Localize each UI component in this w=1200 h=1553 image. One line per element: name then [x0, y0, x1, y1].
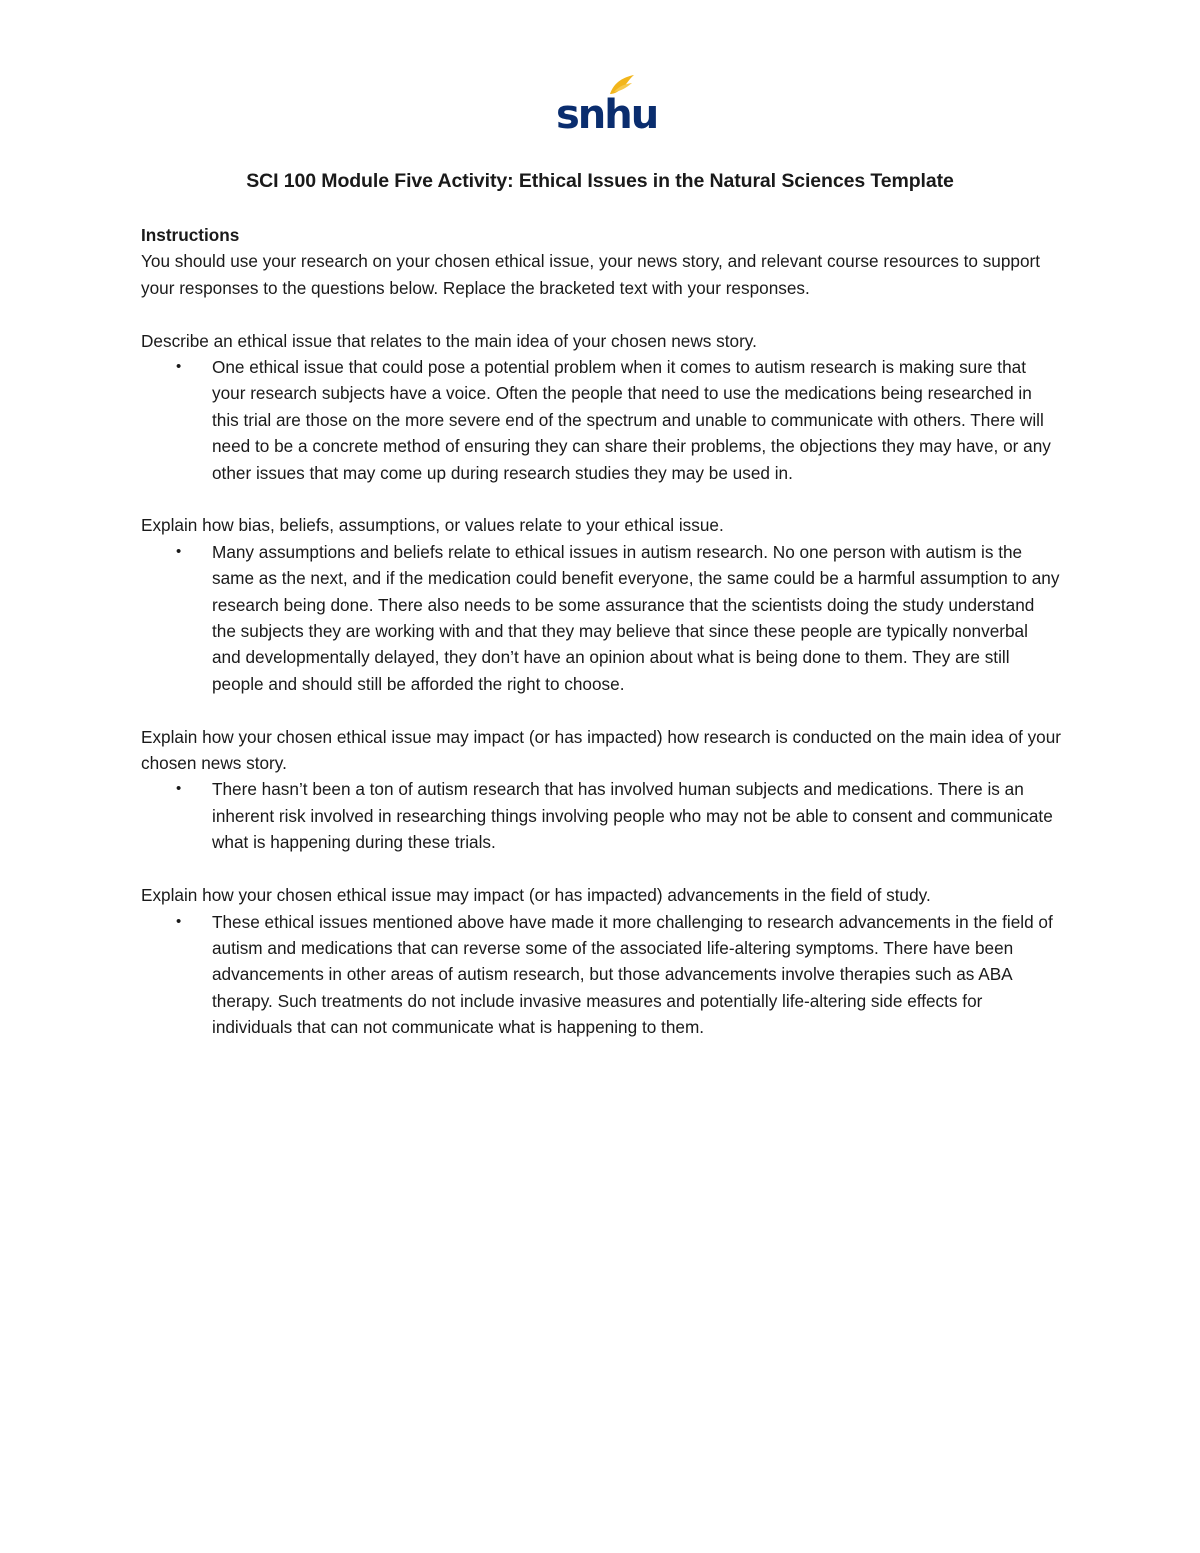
bullet-icon: • — [176, 358, 182, 376]
answer-4 — [141, 909, 1071, 1041]
answer-text-3: There hasn’t been a ton of autism research that has involved human subjects and medications. There is an inherent risk involved in researching things involving people who may not be able to consent and communicate what is happening during these trials. — [212, 779, 1053, 853]
answer-1 — [141, 354, 1071, 486]
question-2: Explain how bias, beliefs, assumptions, or values relate to your ethical issue. — [141, 515, 724, 536]
answer-list-3 — [141, 776, 1071, 855]
answer-list-1 — [141, 354, 1071, 486]
question-3: Explain how your chosen ethical issue may impact (or has impacted) how research is conducted on the main idea of your chosen news story. — [141, 726, 1062, 774]
question-4: Explain how your chosen ethical issue may impact (or has impacted) advancements in the field of study. — [141, 885, 931, 906]
flame-icon — [552, 72, 658, 138]
answer-text-2: Many assumptions and beliefs relate to ethical issues in autism research. No one person with autism is the same as the next, and if the medication could benefit everyone, the same could be a harmful assumption to any research being done. There also needs to be some assurance that the scientists doing the study understand the subjects they are working with and that they may believe that since these people are typically nonverbal and developmentally delayed, they don’t have an opinion about what is being done to them. They are still people and should still be afforded the right to choose. — [212, 541, 1060, 694]
answer-3 — [141, 776, 1071, 855]
bullet-icon: • — [176, 542, 182, 560]
spacer — [141, 856, 1071, 882]
snhu-logo — [552, 72, 658, 138]
question-1: Describe an ethical issue that relates to the main idea of your chosen news story. — [141, 330, 757, 351]
bullet-icon: • — [176, 780, 182, 798]
instructions-text: You should use your research on your chosen ethical issue, your news story, and relevant course resources to support your responses to the questions below. Replace the bracketed text with your responses. — [141, 251, 1041, 298]
spacer — [141, 301, 1071, 327]
answer-text-4: These ethical issues mentioned above have made it more challenging to research advancements in the field of autism and medications that can reverse some of the associated life-altering symptoms. There have been advancements in other areas of autism research, but those advancements involve therapies such as ABA therapy. Such treatments do not include invasive measures and potentially life-altering side effects for individuals that can not communicate what is happening to them. — [212, 911, 1053, 1038]
answer-list-2 — [141, 539, 1071, 697]
document-body — [141, 222, 1071, 1041]
instructions-heading: Instructions — [141, 225, 240, 245]
svg-text:snhu: snhu — [556, 92, 658, 138]
spacer — [141, 486, 1071, 512]
bullet-icon: • — [176, 912, 182, 930]
document-title: SCI 100 Module Five Activity: Ethical Issues in the Natural Sciences Template — [246, 170, 954, 192]
spacer — [141, 697, 1071, 723]
answer-list-4 — [141, 909, 1071, 1041]
answer-text-1: One ethical issue that could pose a potential problem when it comes to autism research is making sure that your research subjects have a voice. Often the people that need to use the medications being researched in this trial are those on the more severe end of the spectrum and unable to communicate with others. There will need to be a concrete method of ensuring they can share their problems, the objections they may have, or any other issues that may come up during research studies they may be used in. — [212, 357, 1051, 483]
answer-2 — [141, 539, 1071, 697]
